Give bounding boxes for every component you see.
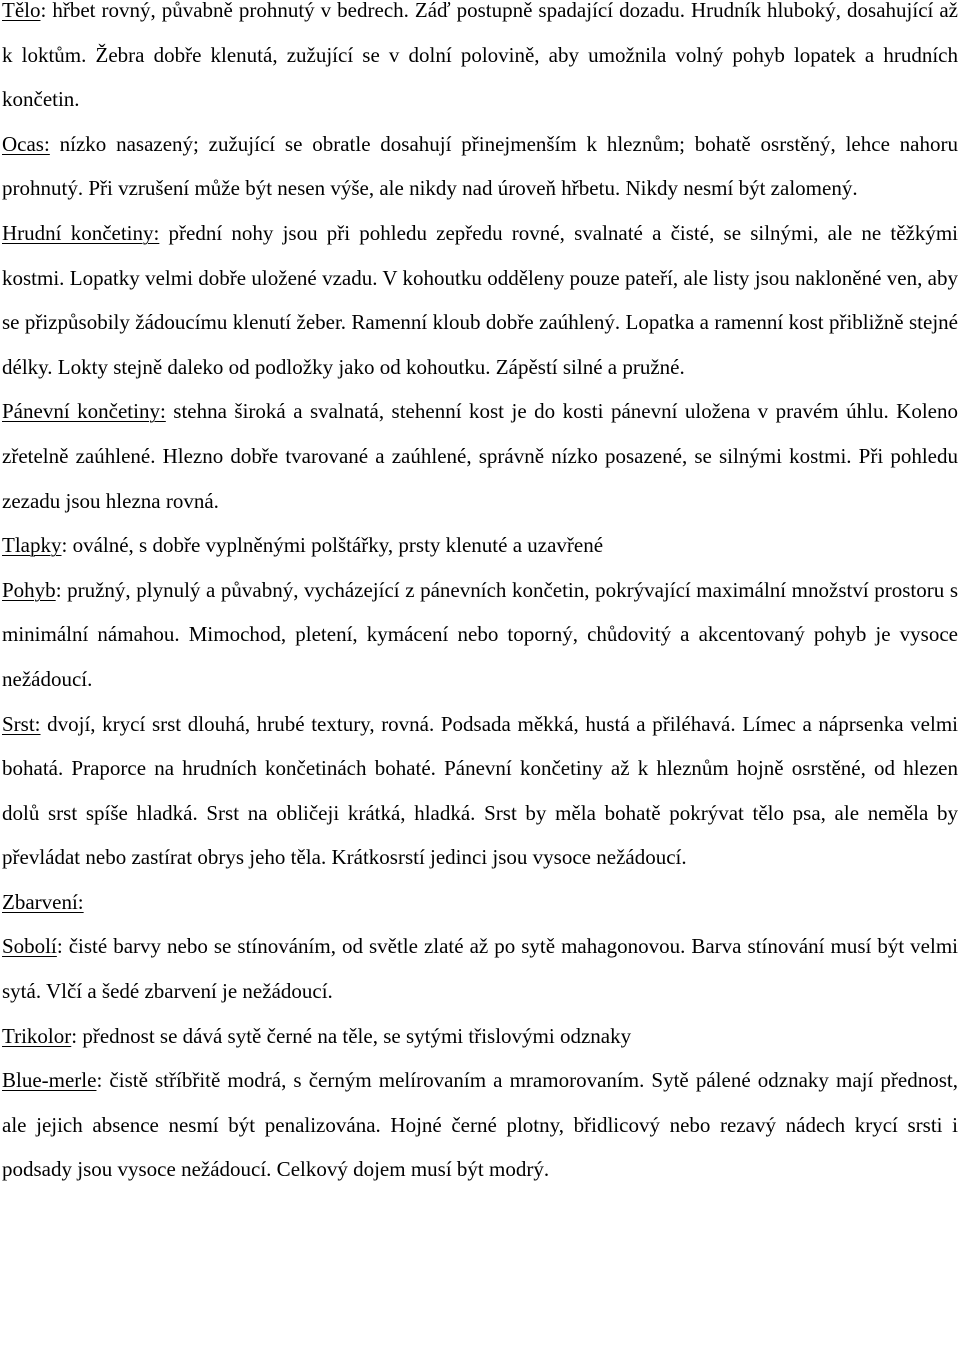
paragraph-tail bbox=[2, 122, 958, 211]
paragraph-text: dvojí, krycí srst dlouhá, hrubé textury, rovná. Podsada měkká, hustá a přiléhavá. Límec a náprsenka velmi bohatá. Praporce na hrudních končetinách bohaté. Pánevní končetiny až k hleznům hojně osrstěné, od hlezen dolů srst spíše hladká. Srst na obličeji krátká, hladká. Srst by měla bohatě pokrývat tělo psa, ale neměla by převládat nebo zastírat obrys jeho těla. Krátkosrstí jedinci jsou vysoce nežádoucí. bbox=[2, 711, 958, 870]
section-term-paws: Tlapky bbox=[2, 533, 62, 558]
paragraph-text: oválné, s dobře vyplněnými polštářky, prsty klenuté a uzavřené bbox=[67, 533, 604, 558]
paragraph-tricolour bbox=[2, 1014, 958, 1059]
paragraph-blue-merle bbox=[2, 1058, 958, 1192]
paragraph-text: nízko nasazený; zužující se obratle dosahují přinejmenším k hleznům; bohatě osrstěný, lehce nahoru prohnutý. Při vzrušení může být nesen výše, ale nikdy nad úroveň hřbetu. Nikdy nesmí být zalomený. bbox=[2, 131, 958, 201]
section-term-movement: Pohyb bbox=[2, 577, 56, 602]
paragraph-text: stehna široká a svalnatá, stehenní kost je do kosti pánevní uložena v pravém úhlu. Koleno zřetelně zaúhlené. Hlezno dobře tvarované a zaúhlené, správně nízko posazené, se silnými kostmi. Při pohledu zezadu jsou hlezna rovná. bbox=[2, 399, 958, 513]
paragraph-forelimbs bbox=[2, 211, 958, 389]
term-separator: : bbox=[61, 533, 68, 558]
paragraph-text: hřbet rovný, půvabně prohnutý v bedrech. Záď postupně spadající dozadu. Hrudník hluboký, dosahující až k loktům. Žebra dobře klenutá, zužující se v dolní polovině, aby umožnila volný pohyb lopatek a hrudních končetin. bbox=[2, 0, 958, 112]
paragraph-text: přednost se dává sytě černé na těle, se sytými třislovými odznaky bbox=[77, 1023, 632, 1048]
term-separator: : bbox=[55, 577, 62, 602]
section-term-tricolour: Trikolor bbox=[2, 1023, 72, 1048]
paragraph-text: čistě stříbřitě modrá, s černým melírovaním a mramorovaním. Sytě pálené odznaky mají přednost, ale jejich absence nesmí být penalizována. Hojné černé plotny, břidlicový nebo rezavý nádech krycí srsti i podsady jsou vysoce nežádoucí. Celkový dojem musí být modrý. bbox=[2, 1068, 958, 1182]
paragraph-text: čisté barvy nebo se stínováním, od světle zlaté až po sytě mahagonovou. Barva stínování musí být velmi sytá. Vlčí a šedé zbarvení je nežádoucí. bbox=[2, 934, 958, 1004]
paragraph-colour-heading bbox=[2, 880, 958, 925]
section-term-blue-merle: Blue-merle bbox=[2, 1068, 97, 1093]
section-term-sable: Sobolí bbox=[2, 934, 57, 959]
paragraph-sable bbox=[2, 924, 958, 1013]
paragraph-text: pružný, plynulý a půvabný, vycházející z pánevních končetin, pokrývající maximální množství prostoru s minimální námahou. Mimochod, pletení, kymácení nebo toporný, chůdovitý a akcentovaný pohyb je vysoce nežádoucí. bbox=[2, 577, 958, 691]
section-term-body: Tělo bbox=[2, 0, 41, 22]
term-separator: : bbox=[71, 1023, 78, 1048]
paragraph-text: přední nohy jsou při pohledu zepředu rovné, svalnaté a čisté, se silnými, ale ne těžkými kostmi. Lopatky velmi dobře uložené vzadu. V kohoutku odděleny pouze pateří, ale listy jsou nakloněné ven, aby se přizpůsobily žádoucímu klenutí žeber. Ramenní kloub dobře zaúhlený. Lopatka a ramenní kost přibližně stejné délky. Lokty stejně daleko od podložky jako od kohoutku. Zápěstí silné a pružné. bbox=[2, 220, 958, 379]
section-term-hindlimbs: Pánevní končetiny: bbox=[2, 399, 166, 424]
term-separator: : bbox=[56, 934, 63, 959]
section-term-forelimbs: Hrudní končetiny: bbox=[2, 220, 160, 245]
term-separator: : bbox=[96, 1068, 103, 1093]
paragraph-paws bbox=[2, 523, 958, 568]
term-separator: : bbox=[40, 0, 47, 22]
paragraph-coat bbox=[2, 702, 958, 880]
section-term-tail: Ocas: bbox=[2, 131, 50, 156]
paragraph-movement bbox=[2, 568, 958, 702]
section-term-coat: Srst: bbox=[2, 711, 41, 736]
section-term-colour: Zbarvení: bbox=[2, 889, 84, 914]
paragraph-body bbox=[2, 0, 958, 122]
paragraph-hindlimbs bbox=[2, 389, 958, 523]
